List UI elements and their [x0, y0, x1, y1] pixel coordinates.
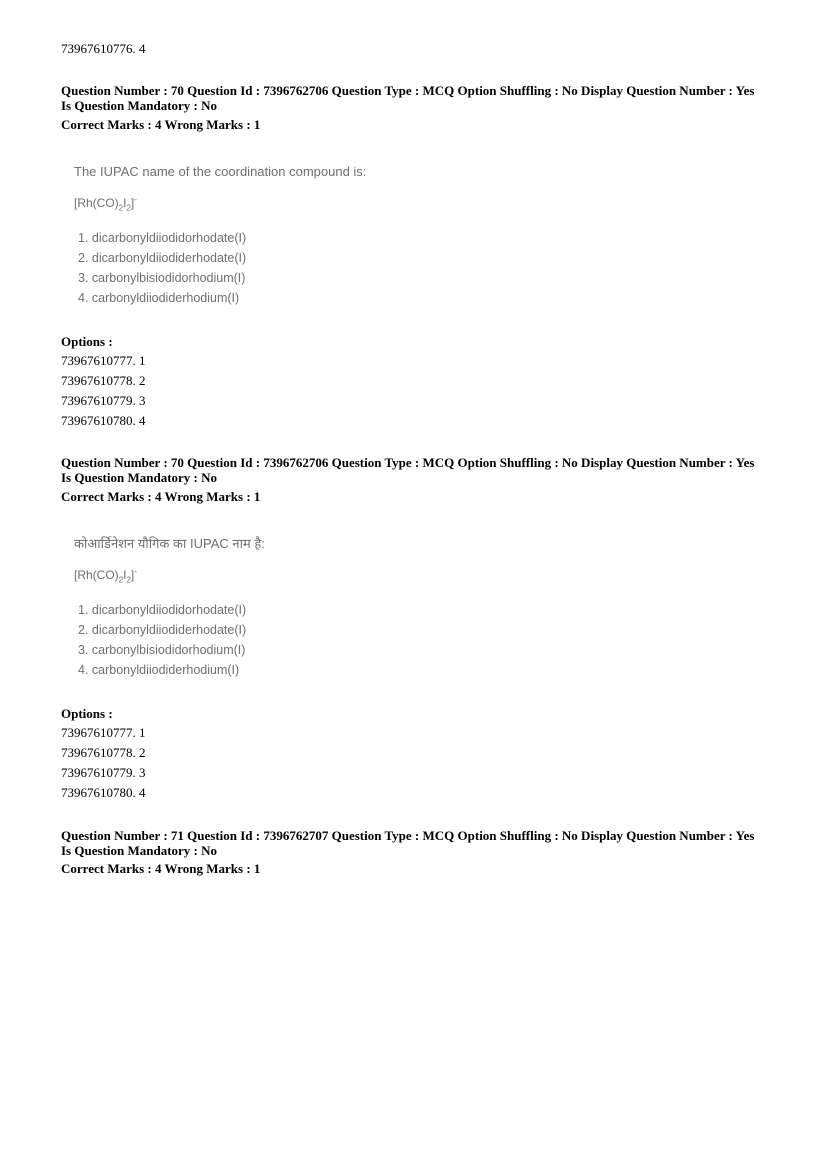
- option-line: 73967610776. 4: [61, 41, 146, 56]
- question-marks: Correct Marks : 4 Wrong Marks : 1: [61, 861, 261, 876]
- answer-choice: 2. dicarbonyldiiodiderhodate(I): [78, 251, 247, 266]
- question-marks: Correct Marks : 4 Wrong Marks : 1: [61, 489, 261, 504]
- question-marks: Correct Marks : 4 Wrong Marks : 1: [61, 117, 261, 132]
- question-stem: कोआर्डिनेशन यौगिक का IUPAC नाम है:: [74, 536, 265, 551]
- question-header: Question Number : 70 Question Id : 7396762706 Question Type : MCQ Option Shuffling : No Display Question Number : Yes: [61, 83, 755, 98]
- compound-formula: $[Rh(CO)_2I_2]^-$: [74, 567, 137, 585]
- answer-choice: 1. dicarbonyldiiodidorhodate(I): [78, 603, 247, 618]
- question-header: Question Number : 70 Question Id : 7396762706 Question Type : MCQ Option Shuffling : No Display Question Number : Yes: [61, 455, 755, 470]
- options-label: Options :: [61, 706, 113, 721]
- option-line: 73967610778. 2: [61, 745, 146, 760]
- answer-choice: 2. dicarbonyldiiodiderhodate(I): [78, 623, 247, 638]
- option-line: 73967610777. 1: [61, 725, 146, 740]
- question-header: Question Number : 71 Question Id : 7396762707 Question Type : MCQ Option Shuffling : No Display Question Number : Yes: [61, 828, 755, 843]
- question-mandatory: Is Question Mandatory : No: [61, 470, 218, 485]
- option-line: 73967610780. 4: [61, 785, 146, 800]
- question-mandatory: Is Question Mandatory : No: [61, 843, 218, 858]
- options-label: Options :: [61, 334, 113, 349]
- compound-formula: $[Rh(CO)_2I_2]^-$: [74, 195, 137, 213]
- answer-choice: 1. dicarbonyldiiodidorhodate(I): [78, 231, 247, 246]
- question-mandatory: Is Question Mandatory : No: [61, 98, 218, 113]
- answer-choices: [74, 600, 265, 680]
- option-line: 73967610777. 1: [61, 353, 146, 368]
- option-line: 73967610780. 4: [61, 413, 146, 428]
- option-line: 73967610778. 2: [61, 373, 146, 388]
- question-stem: The IUPAC name of the coordination compound is:: [74, 164, 367, 179]
- answer-choice: 3. carbonylbisiodidorhodium(I): [78, 271, 246, 286]
- answer-choice: 3. carbonylbisiodidorhodium(I): [78, 643, 246, 658]
- option-line: 73967610779. 3: [61, 765, 146, 780]
- question-image: [74, 536, 265, 680]
- answer-choice: 4. carbonyldiiodiderhodium(I): [78, 291, 240, 306]
- question-image: [74, 164, 366, 308]
- option-line: 73967610779. 3: [61, 393, 146, 408]
- answer-choice: 4. carbonyldiiodiderhodium(I): [78, 663, 240, 678]
- answer-choices: [74, 228, 366, 308]
